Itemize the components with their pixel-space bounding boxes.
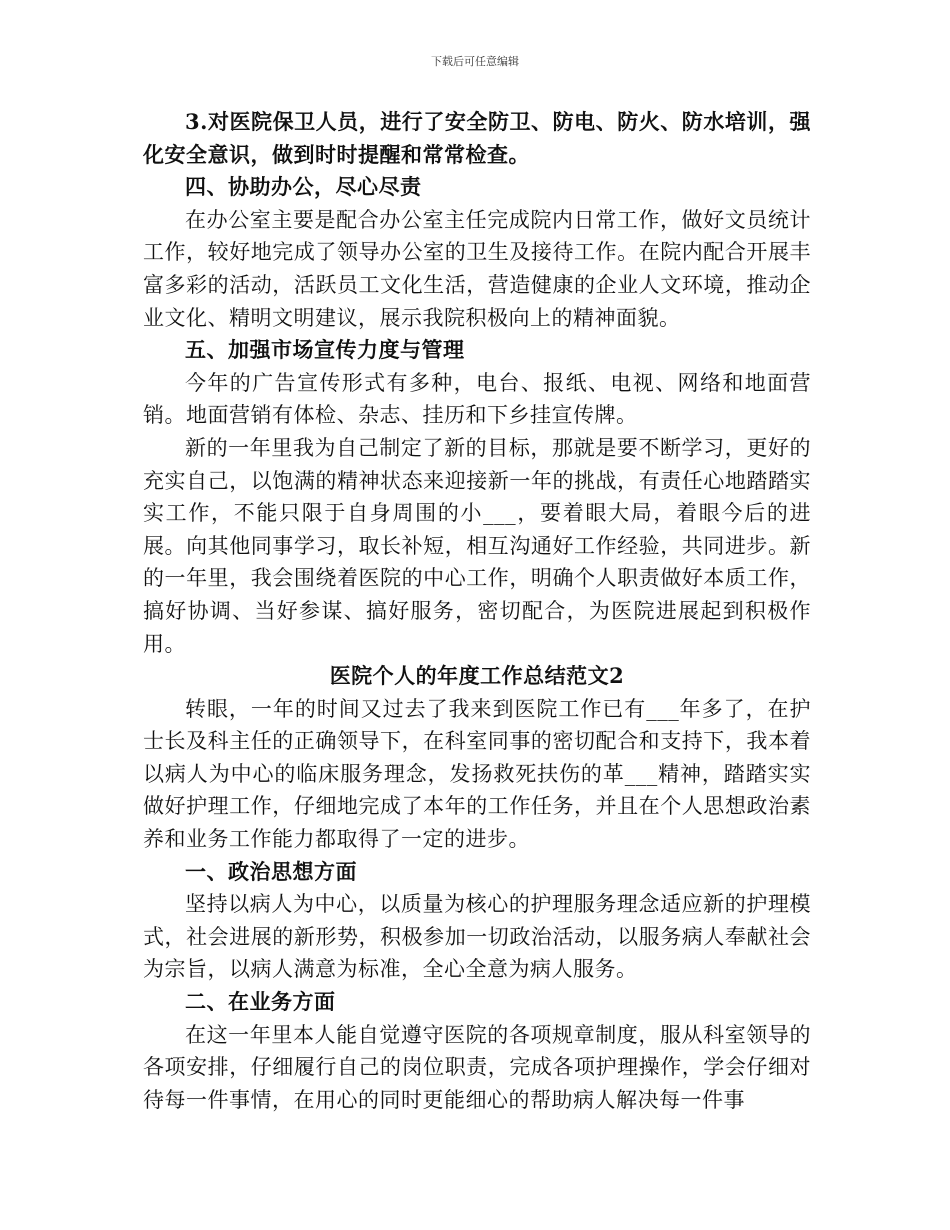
paragraph-advertising: 今年的广告宣传形式有多种，电台、报纸、电视、网络和地面营销。地面营销有体检、杂志、挂历和下乡挂宣传牌。 <box>143 370 811 428</box>
page-header: 下载后可任意编辑 <box>431 55 519 68</box>
section-heading-political: 一、政治思想方面 <box>185 858 357 884</box>
section-heading-office-assist: 四、协助办公，尽心尽责 <box>185 174 422 200</box>
paragraph-new-year-goals: 新的一年里我为自己制定了新的目标，那就是要不断学习，更好的充实自己，以饱满的精神状态来迎接新一年的挑战，有责任心地踏踏实实工作，不能只限于自身周围的小___，要着眼大局，着眼今后的进展。向其他同事学习，取长补短，相互沟通好工作经验，共同进步。新的一年里，我会围绕着医院的中心工作，明确个人职责做好本质工作，搞好协调、当好参谋、搞好服务，密切配合，为医院进展起到积极作用。 <box>143 435 811 656</box>
paragraph-intro-2: 转眼，一年的时间又过去了我来到医院工作已有___年多了，在护士长及科主任的正确领导下，在科室同事的密切配合和支持下，我本着以病人为中心的临床服务理念，发扬救死扶伤的革___精神，踏踏实实做好护理工作，仔细地完成了本年的工作任务，并且在个人思想政治素养和业务工作能力都取得了一定的进步。 <box>143 696 811 852</box>
section-heading-business: 二、在业务方面 <box>185 989 336 1015</box>
paragraph-security-training: 3.对医院保卫人员，进行了安全防卫、防电、防火、防水培训，强化安全意识，做到时时提醒和常常检查。 <box>143 109 811 167</box>
document-body <box>143 106 811 1116</box>
paragraph-political: 坚持以病人为中心，以质量为核心的护理服务理念适应新的护理模式，社会进展的新形势，积极参加一切政治活动，以服务病人奉献社会为宗旨，以病人满意为标准，全心全意为病人服务。 <box>143 892 811 982</box>
paragraph-business: 在这一年里本人能自觉遵守医院的各项规章制度，服从科室领导的各项安排，仔细履行自己的岗位职责，完成各项护理操作，学会仔细对待每一件事情，在用心的同时更能细心的帮助病人解决每一件事 <box>143 1022 811 1112</box>
document-title-2: 医院个人的年度工作总结范文2 <box>329 663 625 689</box>
paragraph-office-work: 在办公室主要是配合办公室主任完成院内日常工作，做好文员统计工作，较好地完成了领导办公室的卫生及接待工作。在院内配合开展丰富多彩的活动，活跃员工文化生活，营造健康的企业人文环境，推动企业文化、精明文明建议，展示我院积极向上的精神面貌。 <box>143 207 811 330</box>
section-heading-marketing: 五、加强市场宣传力度与管理 <box>185 337 465 363</box>
